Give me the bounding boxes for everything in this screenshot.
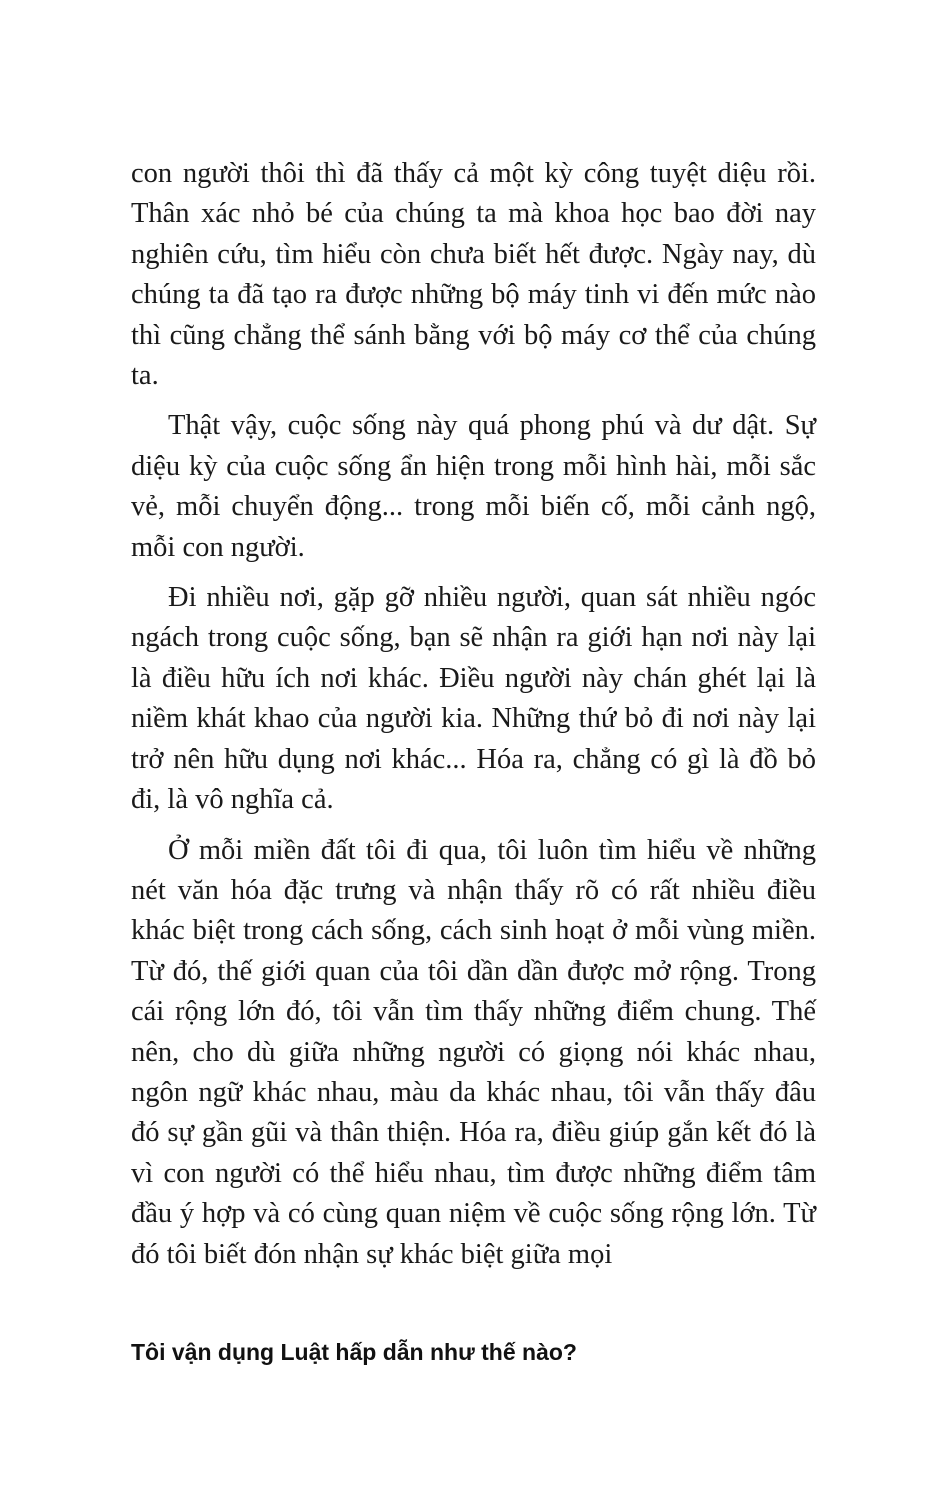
paragraph-1: con người thôi thì đã thấy cả một kỳ công tuyệt diệu rồi. Thân xác nhỏ bé của chúng ta mà khoa học bao đời nay nghiên cứu, tìm hiểu còn chưa biết hết được. Ngày nay, dù chúng ta đã tạo ra được những bộ máy tinh vi đến mức nào thì cũng chẳng thể sánh bằng với bộ máy cơ thể của chúng ta. bbox=[131, 158, 816, 392]
footer-heading: Tôi vận dụng Luật hấp dẫn như thế nào? bbox=[131, 1339, 577, 1365]
paragraph-3: Đi nhiều nơi, gặp gỡ nhiều người, quan sát nhiều ngóc ngách trong cuộc sống, bạn sẽ nhận ra giới hạn nơi này lại là điều hữu ích nơi khác. Điều người này chán ghét lại là niềm khát khao của người kia. Những thứ bỏ đi nơi này lại trở nên hữu dụng nơi khác... Hóa ra, chẳng có gì là đồ bỏ đi, là vô nghĩa cả. bbox=[131, 582, 816, 816]
paragraph-2: Thật vậy, cuộc sống này quá phong phú và dư dật. Sự diệu kỳ của cuộc sống ẩn hiện trong mỗi hình hài, mỗi sắc vẻ, mỗi chuyển động... trong mỗi biến cố, mỗi cảnh ngộ, mỗi con người. bbox=[131, 410, 816, 563]
body-text bbox=[131, 154, 816, 1285]
paragraph-4: Ở mỗi miền đất tôi đi qua, tôi luôn tìm hiểu về những nét văn hóa đặc trưng và nhận thấy rõ có rất nhiều điều khác biệt trong cách sống, cách sinh hoạt ở mỗi vùng miền. Từ đó, thế giới quan của tôi dần dần được mở rộng. Trong cái rộng lớn đó, tôi vẫn tìm thấy những điểm chung. Thế nên, cho dù giữa những người có giọng nói khác nhau, ngôn ngữ khác nhau, màu da khác nhau, tôi vẫn thấy đâu đó sự gần gũi và thân thiện. Hóa ra, điều giúp gắn kết đó là vì con người có thể hiểu nhau, tìm được những điểm tâm đầu ý hợp và có cùng quan niệm về cuộc sống rộng lớn. Từ đó tôi biết đón nhận sự khác biệt giữa mọi bbox=[131, 834, 816, 1270]
